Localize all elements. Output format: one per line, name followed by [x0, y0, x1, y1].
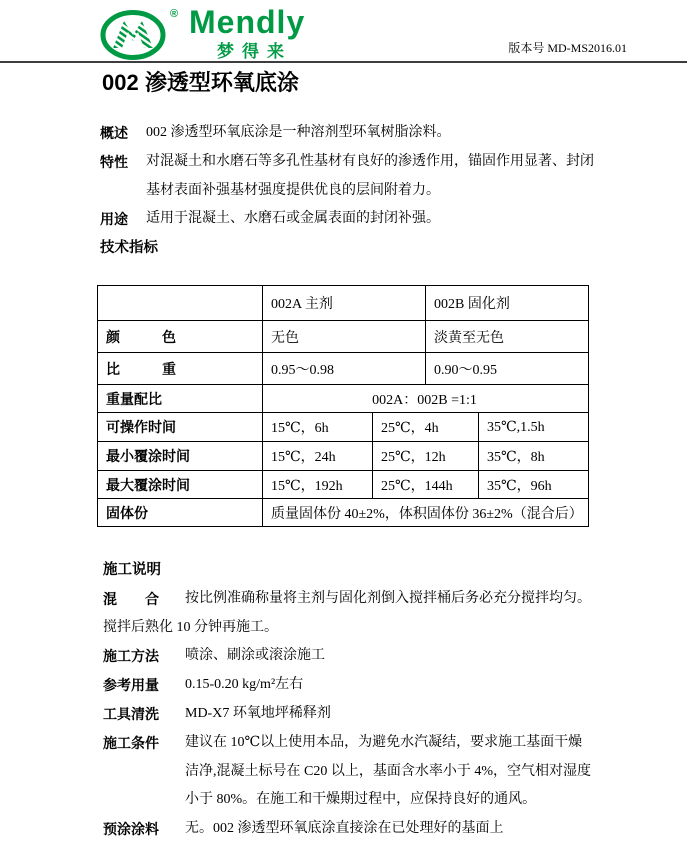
conditions-line1: 建议在 10℃以上使用本品，为避免水汽凝结，要求施工基面干燥: [185, 734, 583, 750]
color-label-cell: 颜 色: [98, 321, 263, 353]
usage-text: 适用于混凝土、水磨石或金属表面的封闭补强。: [146, 211, 440, 227]
min-recoat-row: [98, 442, 589, 471]
gravity-label-cell: 比 重: [98, 353, 263, 385]
header-divider: [0, 61, 687, 63]
intro-section: [100, 119, 605, 263]
construction-section: [103, 556, 635, 844]
overview-label: 概述: [100, 125, 128, 141]
registered-trademark-icon: ®: [170, 8, 179, 20]
header-002a-cell: 002A 主剂: [263, 286, 426, 321]
usage-row: [100, 205, 605, 234]
conditions-line3: 小于 80%。在施工和干燥期过程中，应保持良好的通风。: [185, 792, 537, 808]
spec-table: [97, 285, 589, 527]
features-row: [100, 148, 605, 206]
precoat-row: [103, 815, 635, 844]
max-recoat-label-cell: 最大覆涂时间: [98, 471, 263, 499]
color-a-cell: 无色: [263, 321, 426, 353]
overview-text: 002 渗透型环氧底涂是一种溶剂型环氧树脂涂料。: [146, 125, 451, 140]
features-text-line1: 对混凝土和水磨石等多孔性基材有良好的渗透作用，锚固作用显著、封闭: [146, 153, 594, 169]
dosage-label: 参考用量: [103, 677, 159, 694]
mixing-text: 按比例准确称量将主剂与固化剂倒入搅拌桶后务必充分搅拌均匀。: [185, 590, 591, 606]
brand-name-en: Mendly: [189, 4, 306, 40]
mendly-logo-icon: [99, 7, 171, 61]
header-empty-cell: [98, 286, 263, 321]
overview-row: [100, 119, 605, 148]
min-recoat-15c-cell: 15℃，24h: [263, 442, 373, 471]
cleaning-label: 工具清洗: [103, 705, 159, 722]
pot-life-row: [98, 413, 589, 442]
pot-life-15c-cell: 15℃，6h: [263, 413, 373, 442]
solids-value-cell: 质量固体份 40±2%，体积固体份 36±2%（混合后）: [263, 499, 589, 527]
color-row: [98, 321, 589, 353]
conditions-line2: 洁净,混凝土标号在 C20 以上，基面含水率小于 4%，空气相对湿度: [185, 763, 591, 779]
gravity-b-cell: 0.90～0.95: [426, 353, 589, 385]
conditions-label: 施工条件: [103, 734, 159, 751]
min-recoat-25c-cell: 25℃，12h: [373, 442, 479, 471]
dosage-text: 0.15-0.20 kg/m²左右: [185, 677, 304, 693]
min-recoat-label-cell: 最小覆涂时间: [98, 442, 263, 471]
tech-specs-heading: 技术指标: [100, 240, 158, 257]
table-header-row: [98, 286, 589, 321]
cleaning-text: MD-X7 环氧地坪稀释剂: [185, 705, 331, 721]
max-recoat-25c-cell: 25℃，144h: [373, 471, 479, 499]
method-row: [103, 642, 635, 671]
method-label: 施工方法: [103, 648, 159, 665]
solids-label-cell: 固体份: [98, 499, 263, 527]
dosage-row: [103, 671, 635, 700]
ratio-row: [98, 385, 589, 413]
mixing-label: 混 合: [103, 590, 159, 607]
page-title: 002 渗透型环氧底涂: [102, 70, 299, 95]
precoat-text: 无。002 渗透型环氧底涂直接涂在已处理好的基面上: [185, 821, 504, 837]
cleaning-row: [103, 700, 635, 729]
solids-row: [98, 499, 589, 527]
method-text: 喷涂、刷涂或滚涂施工: [185, 648, 325, 664]
pot-life-35c-cell: 35℃,1.5h: [479, 413, 589, 442]
color-b-cell: 淡黄至无色: [426, 321, 589, 353]
usage-label: 用途: [100, 211, 128, 228]
brand-name-cn: 梦得来: [217, 42, 292, 61]
features-text-line2: 基材表面补强基材强度提供优良的层间附着力。: [146, 182, 440, 198]
min-recoat-35c-cell: 35℃，8h: [479, 442, 589, 471]
max-recoat-35c-cell: 35℃，96h: [479, 471, 589, 499]
header-002b-cell: 002B 固化剂: [426, 286, 589, 321]
precoat-label: 预涂涂料: [103, 821, 159, 838]
ratio-value-cell: 002A：002B =1:1: [263, 385, 589, 413]
pot-life-label-cell: 可操作时间: [98, 413, 263, 442]
features-label: 特性: [100, 153, 128, 170]
gravity-row: [98, 353, 589, 385]
max-recoat-15c-cell: 15℃，192h: [263, 471, 373, 499]
version-number: 版本号 MD-MS2016.01: [508, 41, 627, 55]
pot-life-25c-cell: 25℃，4h: [373, 413, 479, 442]
mixing-continuation: 搅拌后熟化 10 分钟再施工。: [103, 619, 278, 635]
conditions-row: [103, 729, 635, 815]
construction-heading: 施工说明: [103, 562, 161, 578]
max-recoat-row: [98, 471, 589, 499]
ratio-label-cell: 重量配比: [98, 385, 263, 413]
gravity-a-cell: 0.95～0.98: [263, 353, 426, 385]
mixing-row: [103, 585, 635, 614]
